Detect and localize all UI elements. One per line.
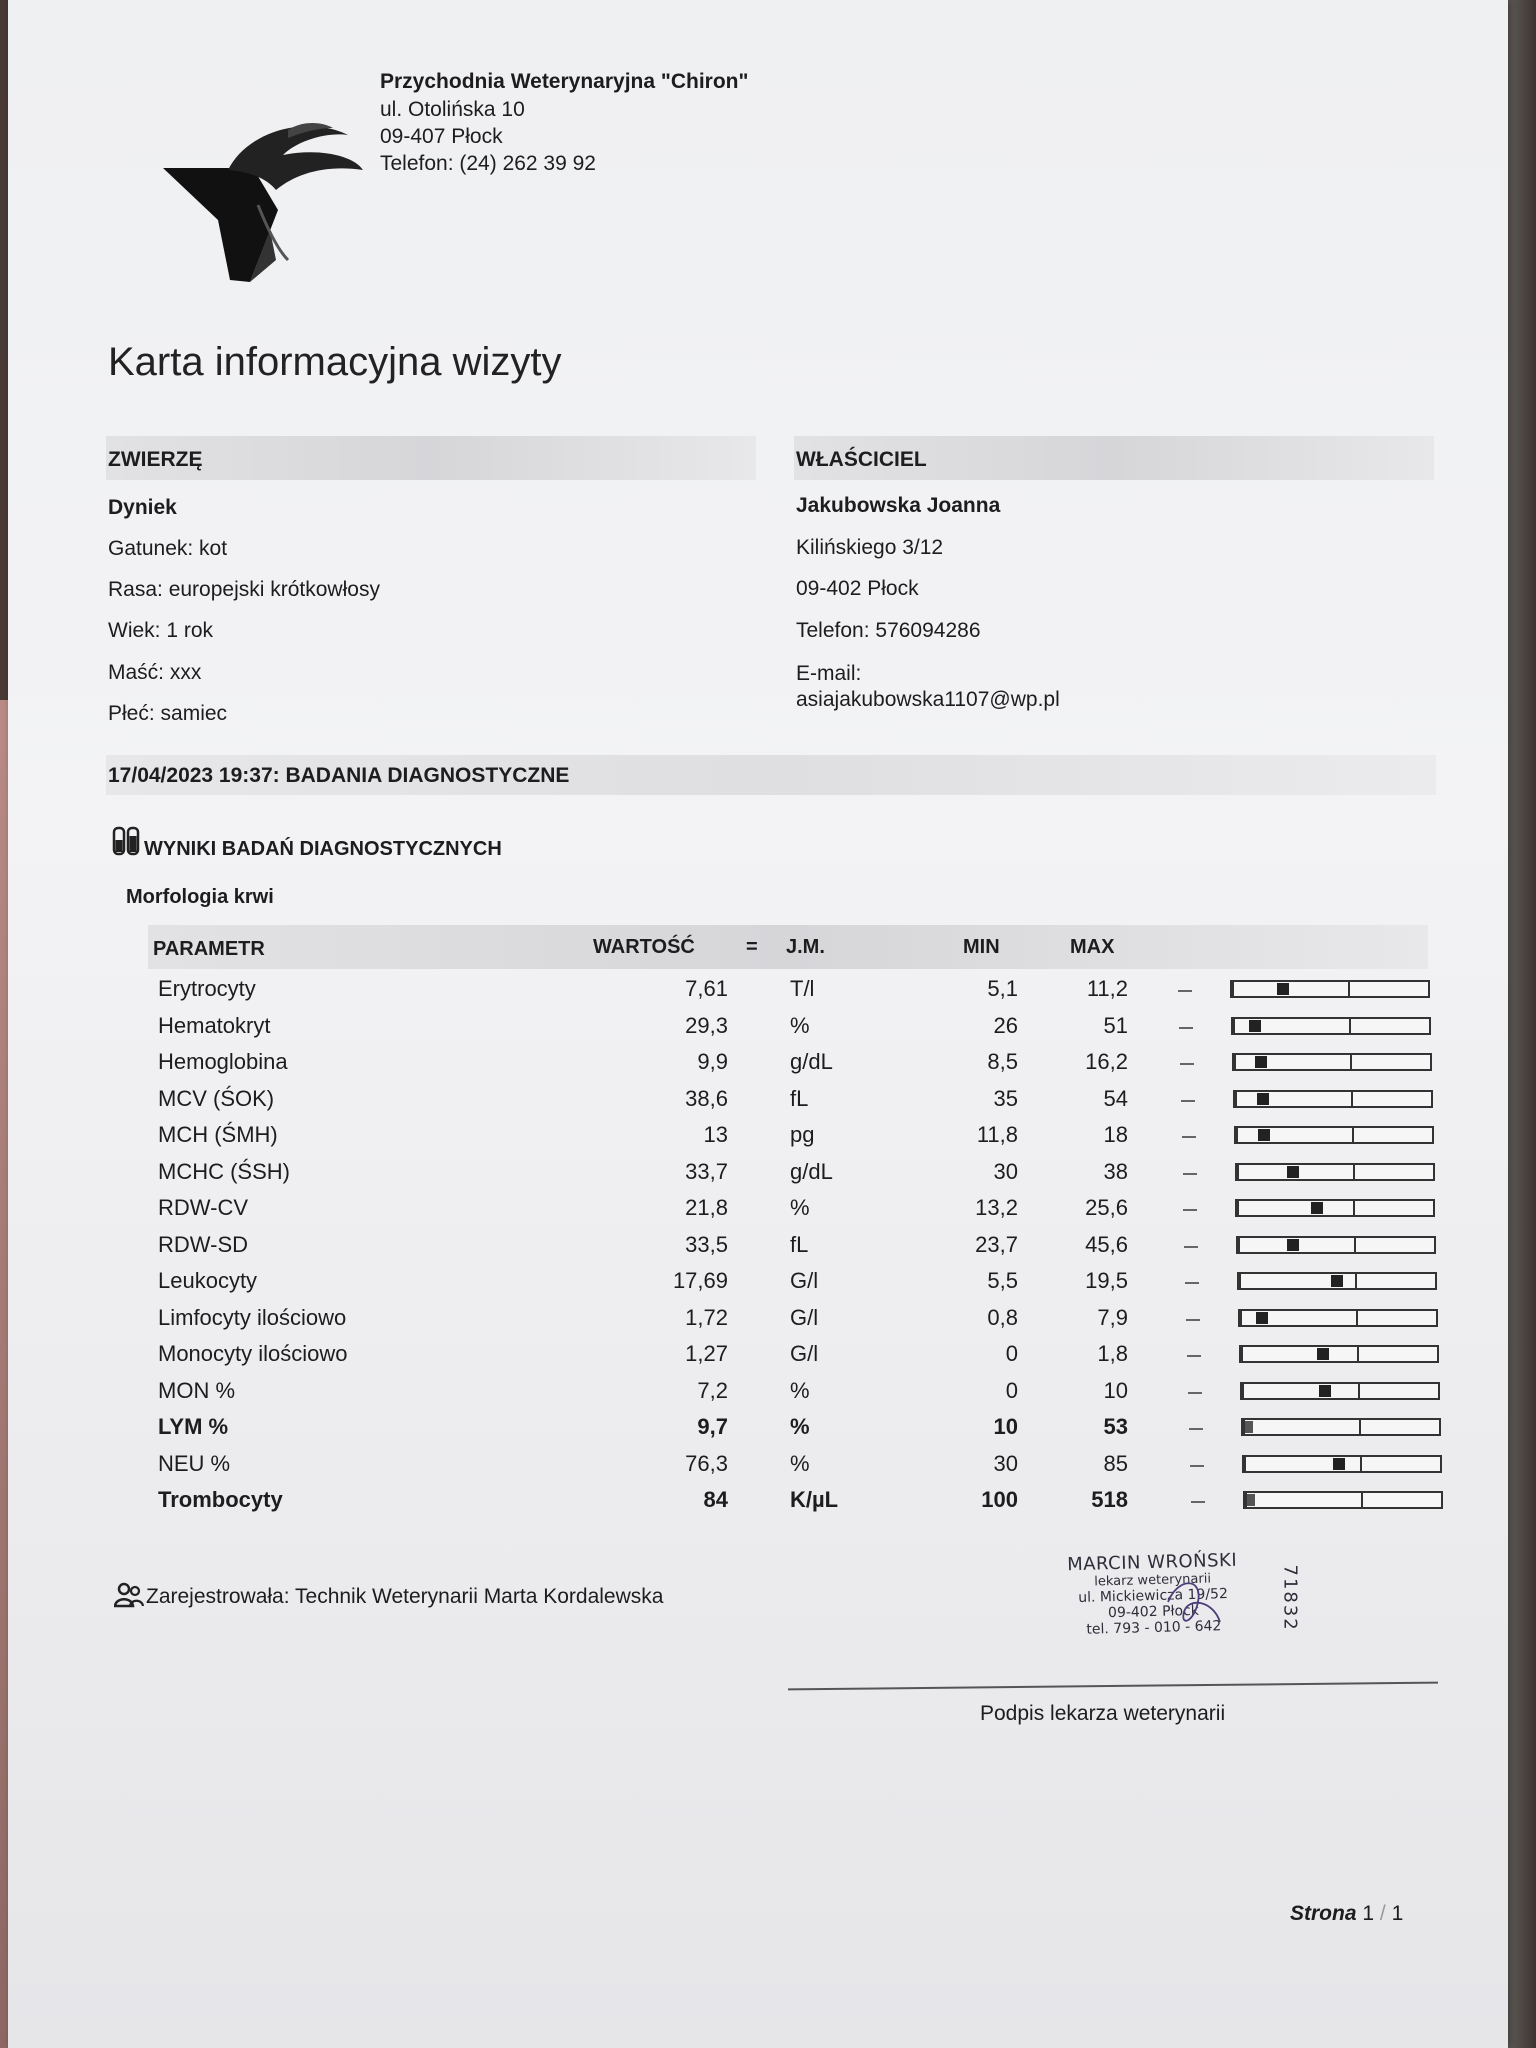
range-bar-marker: [1257, 1093, 1269, 1105]
range-bar-divider: [1237, 1201, 1239, 1215]
row-unit: G/l: [790, 1341, 819, 1366]
range-bar-lead: [1190, 1465, 1204, 1467]
range-bar-divider: [1240, 1311, 1242, 1325]
col-header-max: MAX: [1070, 936, 1115, 958]
row-value: 29,3: [685, 1013, 728, 1038]
section-title: Morfologia krwi: [126, 886, 274, 908]
range-bar-lead: [1187, 1355, 1201, 1357]
row-max: 18: [1103, 1122, 1128, 1147]
col-header-min: MIN: [963, 936, 1000, 958]
row-min: 13,2: [975, 1195, 1018, 1220]
range-bar-lead: [1189, 1428, 1203, 1430]
range-bar-divider: [1351, 1092, 1353, 1106]
owner-email-label: E-mail:: [796, 662, 862, 685]
row-param: NEU %: [158, 1451, 231, 1476]
range-bar-marker: [1319, 1385, 1331, 1397]
range-bar-divider: [1235, 1092, 1237, 1106]
row-max: 53: [1103, 1414, 1128, 1439]
range-bar: [1243, 1491, 1443, 1509]
row-min: 0,8: [987, 1305, 1018, 1330]
range-bar: [1235, 1163, 1435, 1181]
row-param: Trombocyty: [158, 1487, 283, 1512]
row-value: 21,8: [685, 1195, 728, 1220]
row-value: 13: [703, 1122, 728, 1147]
col-header-unit: J.M.: [786, 936, 825, 958]
range-bar: [1234, 1126, 1434, 1144]
row-unit: fL: [790, 1086, 809, 1111]
range-bar-divider: [1355, 1274, 1357, 1288]
row-value: 76,3: [685, 1451, 728, 1476]
row-value: 9,9: [697, 1049, 728, 1074]
range-bar: [1231, 1017, 1431, 1035]
range-bar: [1241, 1418, 1441, 1436]
registered-by: Zarejestrowała: Technik Weterynarii Marta Kordalewska: [146, 1585, 664, 1608]
row-unit: pg: [790, 1122, 815, 1147]
stamp-phone: tel. 793 - 010 - 642: [1086, 1618, 1222, 1638]
range-bar: [1235, 1199, 1435, 1217]
range-bar-divider: [1232, 982, 1234, 996]
range-bar: [1242, 1455, 1442, 1473]
row-param: RDW-SD: [158, 1232, 249, 1257]
range-bar-marker: [1287, 1166, 1299, 1178]
stamp-city: 09-402 Płock: [1107, 1602, 1200, 1622]
range-bar-divider: [1237, 1165, 1239, 1179]
range-bar-divider: [1242, 1384, 1244, 1398]
range-bar-marker: [1317, 1348, 1329, 1360]
users-icon: [114, 1582, 144, 1608]
row-value: 7,61: [685, 976, 728, 1001]
page-label: Strona: [1290, 1902, 1357, 1925]
range-bar-lead: [1179, 1027, 1193, 1029]
range-bar: [1240, 1382, 1440, 1400]
row-unit: %: [790, 1414, 810, 1439]
range-bar: [1238, 1309, 1438, 1327]
range-bar-lead: [1188, 1392, 1202, 1394]
row-min: 100: [981, 1487, 1018, 1512]
row-max: 25,6: [1085, 1195, 1128, 1220]
clinic-street: ul. Otolińska 10: [380, 98, 525, 121]
row-value: 1,27: [685, 1341, 728, 1366]
stamp-title: lekarz weterynarii: [1094, 1571, 1212, 1590]
row-param: LYM %: [158, 1414, 229, 1439]
row-param: MON %: [158, 1378, 235, 1403]
range-bar-lead: [1182, 1136, 1196, 1138]
range-bar-divider: [1349, 1019, 1351, 1033]
stamp-name: MARCIN WROŃSKI: [1066, 1549, 1238, 1576]
range-bar-divider: [1356, 1311, 1358, 1325]
document-title: Karta informacyjna wizyty: [108, 340, 562, 384]
range-bar: [1239, 1345, 1439, 1363]
range-bar-divider: [1354, 1238, 1356, 1252]
stamp-street: ul. Mickiewicza 19/52: [1078, 1586, 1229, 1606]
range-bar-divider: [1359, 1420, 1361, 1434]
row-max: 51: [1103, 1013, 1128, 1038]
row-unit: %: [790, 1451, 810, 1476]
range-bar-lead: [1183, 1173, 1197, 1175]
range-bar-divider: [1241, 1347, 1243, 1361]
animal-header-band: [106, 436, 756, 480]
page-number: [1290, 1902, 1403, 1926]
row-value: 17,69: [672, 1268, 728, 1293]
row-min: 30: [993, 1451, 1018, 1476]
row-param: Hemoglobina: [158, 1049, 288, 1074]
row-value: 1,72: [685, 1305, 728, 1330]
range-bar-divider: [1238, 1238, 1240, 1252]
range-bar: [1232, 1053, 1432, 1071]
range-bar-marker: [1333, 1458, 1345, 1470]
page-total: 1: [1391, 1902, 1404, 1925]
animal-color: Maść: xxx: [108, 661, 202, 684]
col-header-value: WARTOŚĆ: [593, 936, 695, 958]
range-bar-divider: [1352, 1128, 1354, 1142]
row-max: 19,5: [1085, 1268, 1128, 1293]
range-bar: [1233, 1090, 1433, 1108]
animal-sex: Płeć: samiec: [108, 702, 228, 725]
range-bar-divider: [1357, 1347, 1359, 1361]
row-param: MCHC (ŚSH): [158, 1159, 290, 1184]
row-max: 38: [1103, 1159, 1128, 1184]
col-header-param: PARAMETR: [153, 938, 265, 960]
animal-species: Gatunek: kot: [108, 537, 228, 560]
range-bar-divider: [1233, 1019, 1235, 1033]
signature-line: [788, 1682, 1438, 1691]
row-max: 45,6: [1085, 1232, 1128, 1257]
row-unit: G/l: [790, 1268, 819, 1293]
results-heading: WYNIKI BADAŃ DIAGNOSTYCZNYCH: [144, 838, 502, 860]
row-min: 0: [1005, 1341, 1018, 1366]
row-unit: %: [790, 1378, 810, 1403]
row-param: RDW-CV: [158, 1195, 249, 1220]
row-min: 23,7: [975, 1232, 1018, 1257]
row-max: 54: [1103, 1086, 1128, 1111]
row-param: Hematokryt: [158, 1013, 271, 1038]
row-unit: %: [790, 1195, 810, 1220]
row-value: 33,7: [685, 1159, 728, 1184]
row-min: 5,1: [987, 976, 1018, 1001]
row-max: 16,2: [1085, 1049, 1128, 1074]
owner-phone: Telefon: 576094286: [796, 619, 981, 642]
row-value: 33,5: [685, 1232, 728, 1257]
range-bar-marker: [1287, 1239, 1299, 1251]
animal-age: Wiek: 1 rok: [108, 619, 214, 642]
range-bar-marker: [1245, 1421, 1253, 1433]
row-min: 30: [993, 1159, 1018, 1184]
row-min: 26: [993, 1013, 1018, 1038]
range-bar-divider: [1244, 1457, 1246, 1471]
range-bar-lead: [1181, 1100, 1195, 1102]
row-min: 35: [993, 1086, 1018, 1111]
signature-label: Podpis lekarza weterynarii: [980, 1702, 1226, 1725]
row-max: 10: [1103, 1378, 1128, 1403]
range-bar-marker: [1249, 1020, 1261, 1032]
row-value: 38,6: [685, 1086, 728, 1111]
row-min: 5,5: [987, 1268, 1018, 1293]
animal-breed: Rasa: europejski krótkowłosy: [108, 578, 380, 601]
range-bar-marker: [1311, 1202, 1323, 1214]
range-bar-divider: [1234, 1055, 1236, 1069]
row-param: Monocyty ilościowo: [158, 1341, 348, 1366]
owner-street: Kilińskiego 3/12: [796, 536, 944, 559]
row-max: 11,2: [1086, 976, 1128, 1001]
range-bar-lead: [1180, 1063, 1194, 1065]
range-bar-divider: [1350, 1055, 1352, 1069]
range-bar: [1237, 1272, 1437, 1290]
signature-scribble-icon: [1158, 1572, 1228, 1642]
owner-name: Jakubowska Joanna: [796, 494, 1001, 517]
range-bar-divider: [1348, 982, 1350, 996]
row-min: 11,8: [976, 1122, 1018, 1147]
range-bar-marker: [1247, 1494, 1255, 1506]
row-min: 0: [1005, 1378, 1018, 1403]
col-header-eq: =: [746, 936, 758, 958]
row-unit: g/dL: [790, 1159, 833, 1184]
range-bar-lead: [1184, 1246, 1198, 1248]
owner-email: asiajakubowska1107@wp.pl: [796, 688, 1060, 711]
clinic-logo-icon: [158, 110, 368, 290]
stamp-number: 71832: [1279, 1564, 1301, 1632]
row-param: Leukocyty: [158, 1268, 258, 1293]
row-unit: fL: [790, 1232, 809, 1257]
row-param: MCH (ŚMH): [158, 1122, 278, 1147]
range-bar-lead: [1183, 1209, 1197, 1211]
row-max: 518: [1091, 1487, 1128, 1512]
range-bar-divider: [1239, 1274, 1241, 1288]
row-min: 10: [993, 1414, 1018, 1439]
row-unit: K/µL: [790, 1487, 839, 1512]
range-bar-divider: [1360, 1457, 1362, 1471]
owner-header: WŁAŚCICIEL: [796, 448, 927, 471]
range-bar-lead: [1186, 1319, 1200, 1321]
row-value: 7,2: [697, 1378, 728, 1403]
clinic-phone: Telefon: (24) 262 39 92: [380, 152, 596, 175]
row-param: Erytrocyty: [158, 976, 256, 1001]
range-bar-divider: [1236, 1128, 1238, 1142]
row-max: 1,8: [1097, 1341, 1128, 1366]
row-value: 9,7: [697, 1414, 728, 1439]
range-bar-divider: [1358, 1384, 1360, 1398]
range-bar-divider: [1361, 1493, 1363, 1507]
row-param: Limfocyty ilościowo: [158, 1305, 347, 1330]
test-tubes-icon: [112, 826, 140, 856]
row-max: 85: [1103, 1451, 1128, 1476]
range-bar-marker: [1331, 1275, 1343, 1287]
range-bar-divider: [1353, 1201, 1355, 1215]
range-bar-lead: [1178, 990, 1192, 992]
range-bar-marker: [1255, 1056, 1267, 1068]
row-max: 7,9: [1097, 1305, 1128, 1330]
row-unit: T/l: [790, 976, 815, 1001]
range-bar-marker: [1256, 1312, 1268, 1324]
owner-city: 09-402 Płock: [796, 577, 919, 600]
range-bar-marker: [1277, 983, 1289, 995]
clinic-city: 09-407 Płock: [380, 125, 503, 148]
range-bar-lead: [1191, 1501, 1205, 1503]
row-param: MCV (ŚOK): [158, 1086, 275, 1111]
clinic-name: Przychodnia Weterynaryjna "Chiron": [380, 70, 749, 93]
row-unit: G/l: [790, 1305, 819, 1330]
row-min: 8,5: [987, 1049, 1018, 1074]
animal-header: ZWIERZĘ: [108, 448, 203, 471]
row-unit: g/dL: [790, 1049, 833, 1074]
range-bar-lead: [1185, 1282, 1199, 1284]
row-unit: %: [790, 1013, 810, 1038]
row-value: 84: [703, 1487, 728, 1512]
page-separator: /: [1379, 1902, 1386, 1925]
range-bar-marker: [1258, 1129, 1270, 1141]
document-page: [8, 0, 1508, 2048]
visit-heading: 17/04/2023 19:37: BADANIA DIAGNOSTYCZNE: [108, 764, 570, 787]
animal-name: Dyniek: [108, 496, 177, 519]
range-bar-divider: [1353, 1165, 1355, 1179]
range-bar: [1236, 1236, 1436, 1254]
range-bar: [1230, 980, 1430, 998]
page-current: 1: [1362, 1902, 1375, 1925]
